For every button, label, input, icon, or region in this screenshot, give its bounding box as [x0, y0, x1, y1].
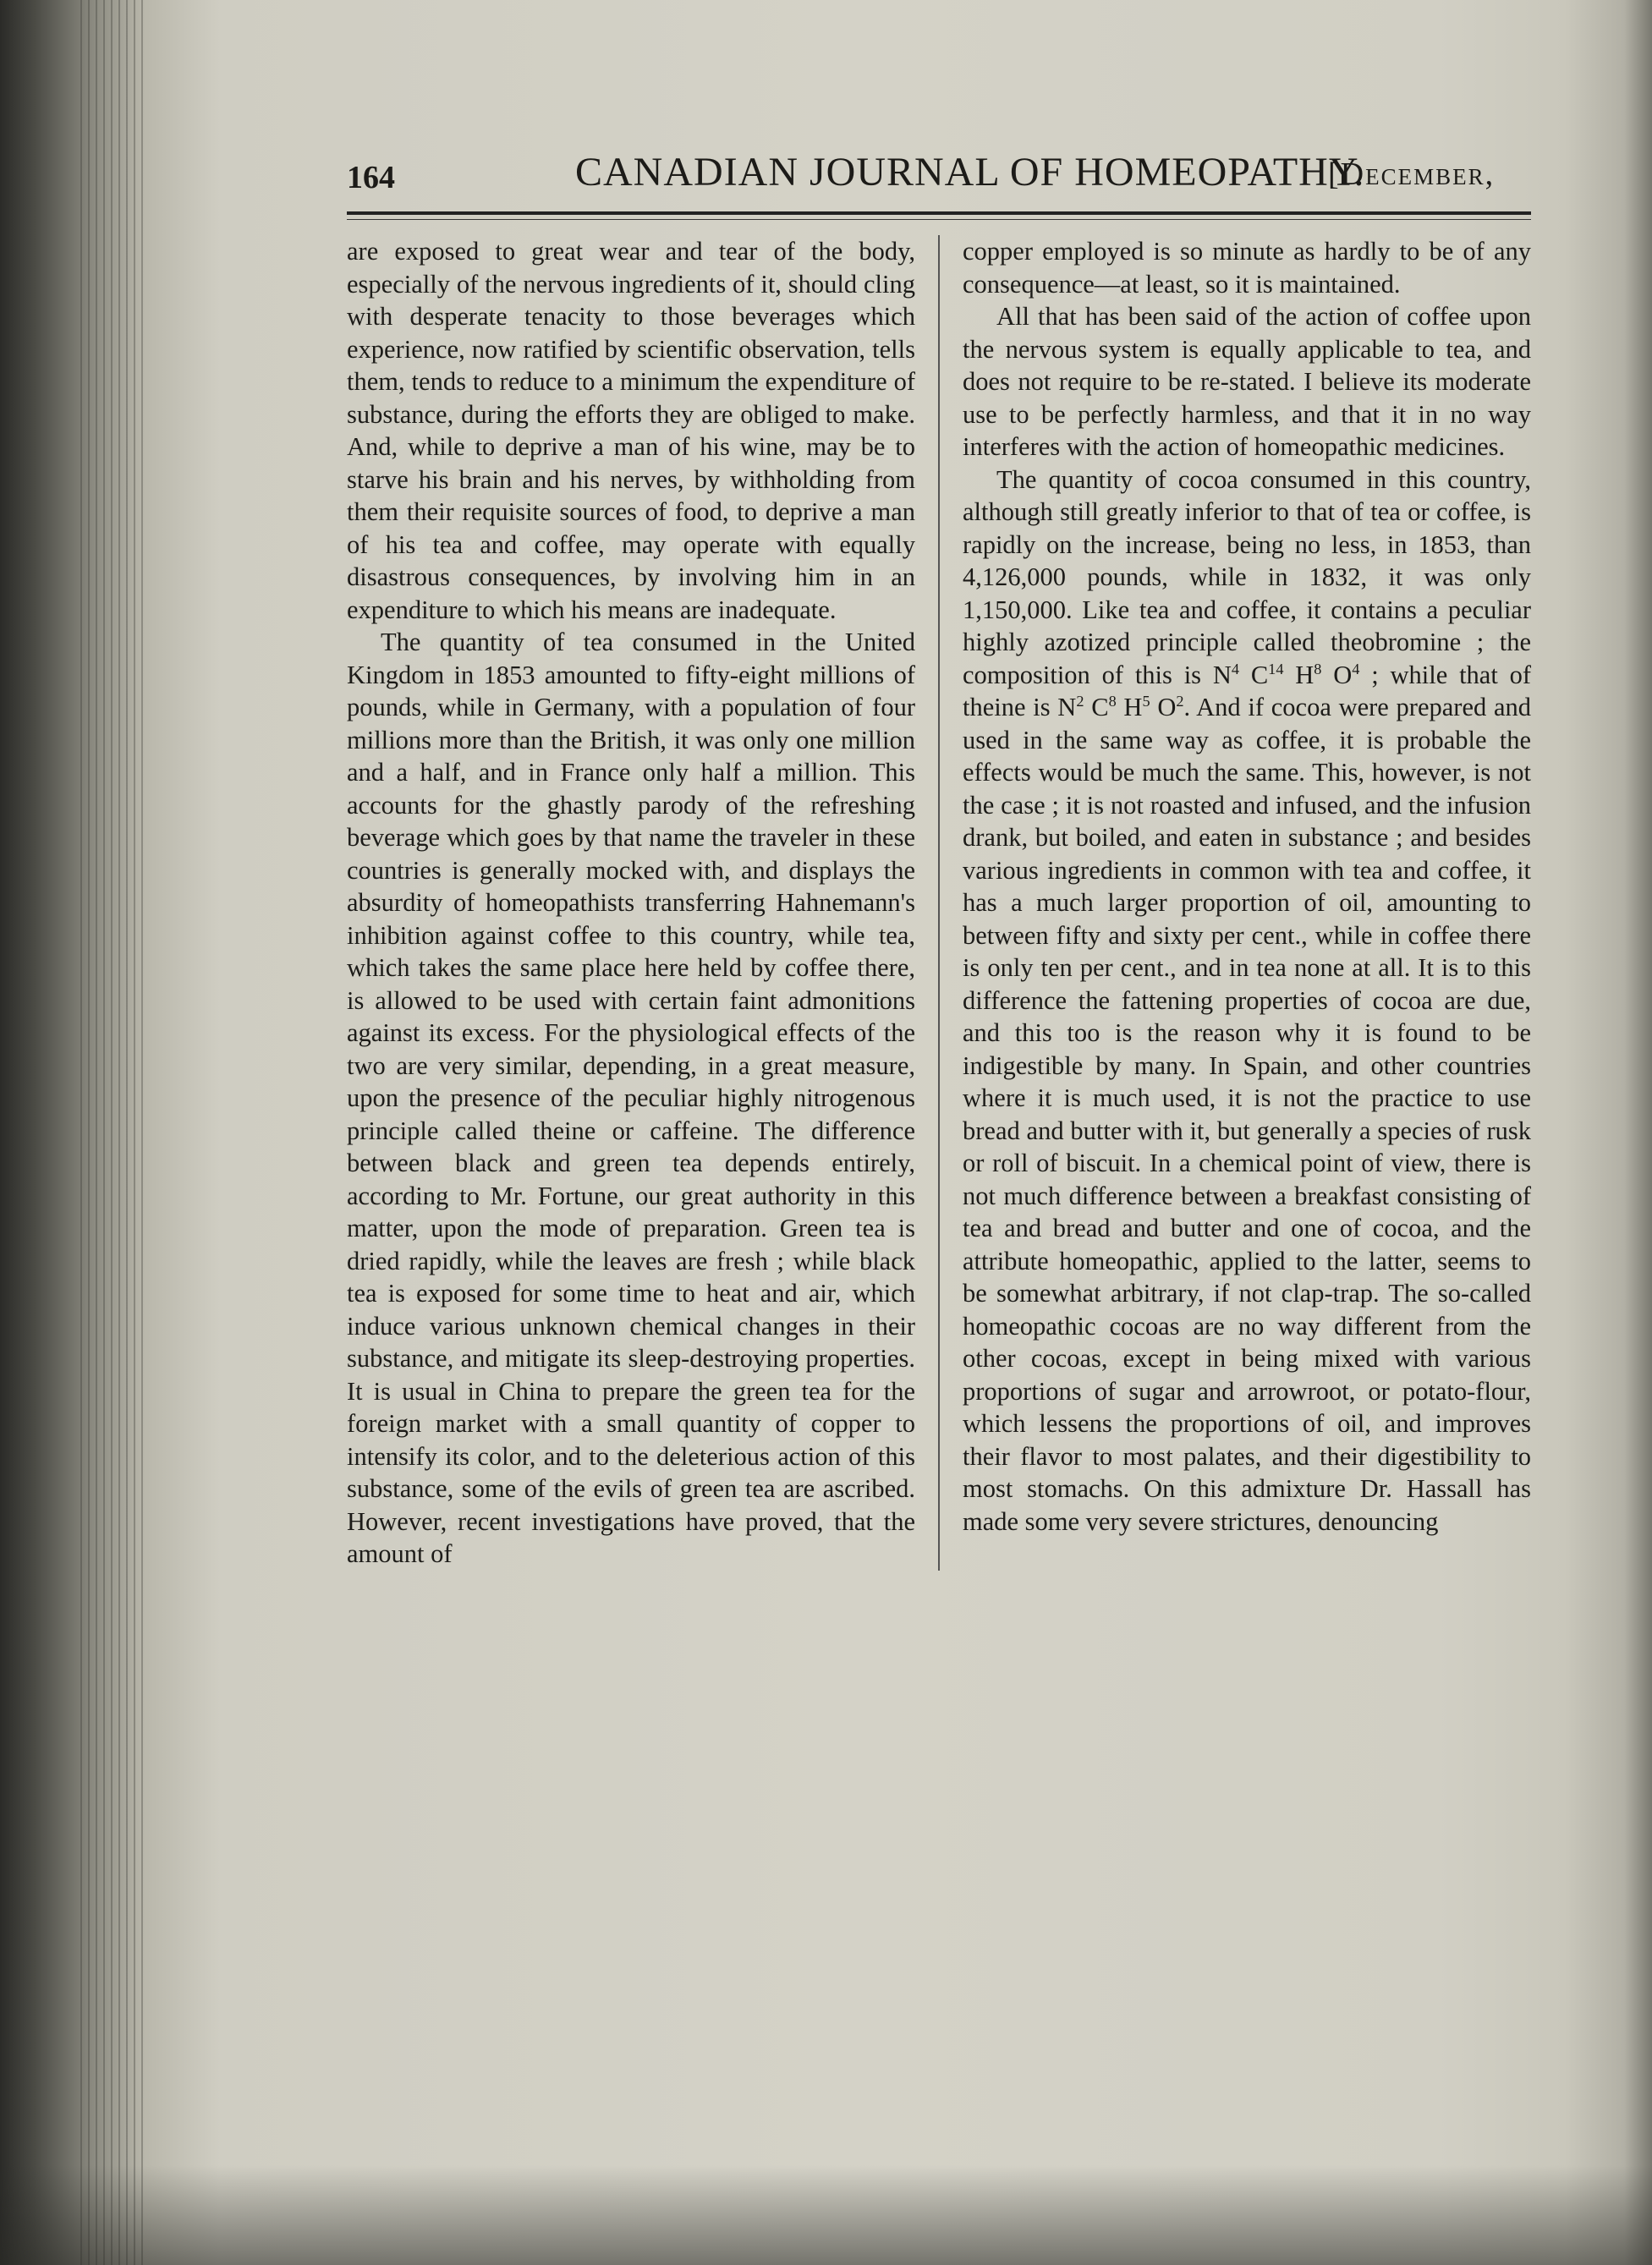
printed-page	[347, 135, 1532, 1568]
left-paragraph-1: are exposed to great wear and tear of the body, especially of the nervous ingredients of it, should cling with desperate tenacity to those beverages which experience, now ratified by scientific observation, tells them, tends to reduce to a minimum the expenditure of substance, during the efforts they are obliged to make. And, while to deprive a man of his wine, may be to starve his brain and his nerves, by withholding from them their requisite sources of food, to deprive a man of his tea and coffee, may operate with equally disastrous consequences, by involving him in an expenditure to which his means are inadequate.	[347, 237, 915, 624]
formula-subscript: 4	[1352, 660, 1360, 677]
header-rule-thin	[347, 219, 1531, 220]
formula-subscript: 8	[1108, 692, 1117, 710]
formula-subscript: 8	[1314, 660, 1322, 677]
formula-element: C	[1239, 660, 1269, 689]
formula-element: C	[1084, 693, 1109, 721]
right-paragraph-1: copper employed is so minute as hardly to be of any consequence—at least, so it is maintained.	[963, 237, 1531, 299]
paragraph-text: The quantity of cocoa consumed in this country, although still greatly inferior to that of tea or coffee, is rapidly on the increase, being no less, in 1853, than 4,126,000 pounds, while in 1832, it was only 1,150,000. Like tea and coffee, it contains a peculiar highly azotized principle called theobromine ; the composition of this is N	[963, 464, 1531, 689]
right-paragraph-2: All that has been said of the action of coffee upon the nervous system is equally applicable to tea, and does not require to be re-stated. I believe its moderate use to be perfectly harmless, and that it in no way interferes with the action of homeopathic medicines.	[963, 302, 1531, 461]
book-spine-edges	[80, 0, 148, 2265]
header-rule-thick	[347, 211, 1531, 215]
formula-element: H	[1116, 693, 1143, 721]
paragraph-text: . And if cocoa were prepared and used in the same way as coffee, it is probable the effects would be much the same. This, however, is not the case ; it is not roasted and infused, and the infusion drank, but boiled, and eaten in substance ; and besides various ingredients in common with tea and coffee, it has a much larger proportion of oil, amounting to between fifty and sixty per cent., while in coffee there is only ten per cent., and in tea none at all. It is to this difference the fattening properties of cocoa are due, and this too is the reason why it is found to be indigestible by many. In Spain, and other countries where it is much used, it is not the practice to use bread and butter with it, but generally a species of rusk or roll of biscuit. In a chemical point of view, there is not much difference between a breakfast consisting of tea and bread and butter and one of cocoa, and the attribute homeopathic, applied to the latter, seems to be somewhat arbitrary, if not clap-trap. The so-called homeopathic cocoas are no way different from the other cocoas, except in being mixed with various proportions of sugar and arrowroot, or potato-flour, which lessens the proportions of oil, and improves their flavor to most palates, and their digestibility to most stomachs. On this admixture Dr. Hassall has made some very severe strictures, denouncing	[963, 693, 1531, 1536]
right-paragraph-3	[963, 463, 1531, 1538]
column-divider	[938, 235, 940, 1571]
formula-element: H	[1283, 660, 1314, 689]
paragraph-text: ; while that of theine is N	[963, 660, 1532, 721]
running-head: CANADIAN JOURNAL OF HOMEOPATHY.	[575, 150, 1365, 195]
running-head-month: [December,	[1328, 156, 1496, 192]
page-number: 164	[347, 160, 395, 195]
formula-subscript: 2	[1176, 692, 1184, 710]
page-bottom-shadow	[0, 2165, 1652, 2265]
formula-subscript: 2	[1076, 692, 1084, 710]
left-paragraph-2: The quantity of tea consumed in the United Kingdom in 1853 amounted to fifty-eight millions of pounds, while in Germany, with a population of four millions more than the British, it was only one million and a half, and in France only half a million. This accounts for the ghastly parody of the refreshing beverage which goes by that name the traveler in these countries is generally mocked with, and displays the absurdity of homeopathists transferring Hahnemann's inhibition against coffee to this country, while tea, which takes the same place here held by coffee there, is allowed to be used with certain faint admonitions against its excess. For the physiological effects of the two are very similar, depending, in a great measure, upon the presence of the peculiar highly nitrogenous principle called theine or caffeine. The difference between black and green tea depends entirely, according to Mr. Fortune, our great authority in this matter, upon the mode of preparation. Green tea is dried rapidly, while the leaves are fresh ; while black tea is exposed for some time to heat and air, which induce various unknown chemical changes in their substance, and mitigate its sleep-destroying properties. It is usual in China to prepare the green tea for the foreign market with a small quantity of copper to intensify its color, and to the deleterious action of this substance, some of the evils of green tea are ascribed. However, recent investigations have proved, that the amount of	[347, 628, 915, 1568]
right-column	[963, 235, 1531, 1571]
text-columns	[347, 235, 1531, 1571]
formula-subscript: 4	[1231, 660, 1240, 677]
page-header	[347, 135, 1531, 195]
left-column	[347, 235, 915, 1571]
formula-subscript: 5	[1142, 692, 1150, 710]
formula-subscript: 14	[1268, 660, 1284, 677]
formula-element: O	[1150, 693, 1177, 721]
formula-element: O	[1321, 660, 1353, 689]
